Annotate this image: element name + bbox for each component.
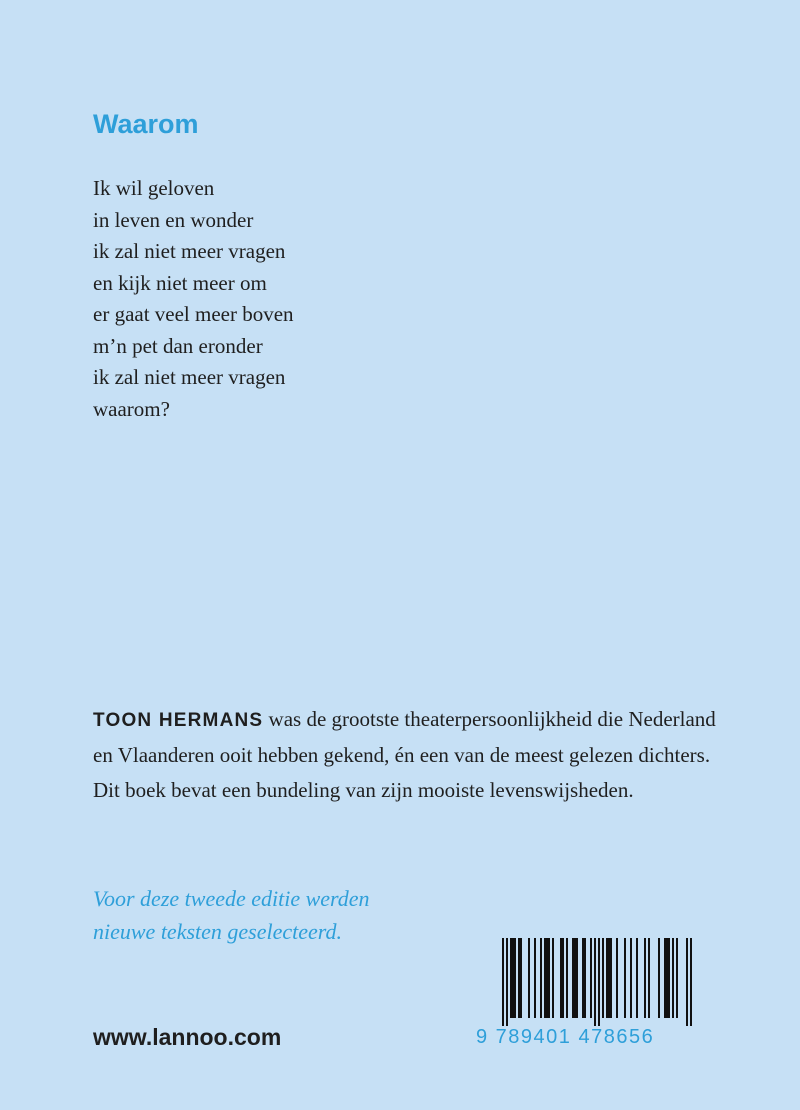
barcode-bar: [546, 938, 548, 1018]
barcode-bar: [616, 938, 618, 1018]
barcode-bar: [594, 938, 596, 1026]
barcode-bar: [676, 938, 678, 1018]
barcode-bar: [636, 938, 638, 1018]
barcode-bar: [520, 938, 522, 1018]
barcode-bar: [548, 938, 550, 1018]
barcode-bar: [608, 938, 610, 1018]
barcode-bar: [540, 938, 542, 1018]
barcode-bar: [664, 938, 666, 1018]
barcode-bar: [610, 938, 612, 1018]
edition-note: [93, 882, 370, 948]
barcode-bar: [566, 938, 568, 1018]
barcode-bar: [502, 938, 504, 1026]
barcode-bar: [582, 938, 584, 1018]
barcode-bar: [518, 938, 520, 1018]
barcode-bar: [562, 938, 564, 1018]
barcode-bar: [534, 938, 536, 1018]
barcode-bar: [552, 938, 554, 1018]
poem-line: Ik wil geloven: [93, 176, 215, 200]
edition-note-line: Voor deze tweede editie werden: [93, 886, 370, 911]
poem-line: er gaat veel meer boven: [93, 302, 294, 326]
barcode-bar: [598, 938, 600, 1026]
author-bio: [93, 702, 733, 808]
barcode-bar: [686, 938, 688, 1026]
poem-line: waarom?: [93, 396, 170, 421]
isbn-number: 9 789401 478656: [476, 1026, 655, 1048]
isbn-barcode: [476, 938, 698, 1058]
barcode-bar: [528, 938, 530, 1018]
barcode-bar: [602, 938, 604, 1018]
barcode-bar: [576, 938, 578, 1018]
poem-line: ik zal niet meer vragen: [93, 365, 286, 389]
poem-text: [93, 173, 294, 425]
edition-note-line: nieuwe teksten geselecteerd.: [93, 919, 343, 944]
barcode-bar: [668, 938, 670, 1018]
poem-line: ik zal niet meer vragen: [93, 239, 286, 263]
barcode-bar: [574, 938, 576, 1018]
poem-title: Waarom: [93, 109, 199, 139]
poem-line: en kijk niet meer om: [93, 270, 267, 295]
barcode-bar: [624, 938, 626, 1018]
publisher-website: www.lannoo.com: [93, 1024, 282, 1050]
barcode-bar: [584, 938, 586, 1018]
barcode-bar: [512, 938, 514, 1018]
barcode-bar: [648, 938, 650, 1018]
author-bio-text: was de grootste theaterpersoonlijkheid die Nederland en Vlaanderen ooit hebben gekend, én een van de meest gelezen dichters. Dit boek bevat een bundeling van zijn mooiste levenswijsheden.: [93, 707, 716, 802]
barcode-bar: [644, 938, 646, 1018]
barcode-bar: [544, 938, 546, 1018]
barcode-bar: [630, 938, 632, 1018]
barcode-bar: [560, 938, 562, 1018]
barcode-bars: [476, 938, 698, 1026]
barcode-bar: [510, 938, 512, 1018]
barcode-bar: [572, 938, 574, 1018]
barcode-bar: [506, 938, 508, 1026]
barcode-bar: [672, 938, 674, 1018]
barcode-bar: [658, 938, 660, 1018]
poem-line: in leven en wonder: [93, 207, 254, 232]
barcode-bar: [590, 938, 592, 1018]
author-name: TOON HERMANS: [93, 710, 264, 731]
poem-line: m’n pet dan eronder: [93, 333, 263, 358]
barcode-bar: [514, 938, 516, 1018]
barcode-bar: [666, 938, 668, 1018]
barcode-bar: [606, 938, 608, 1018]
barcode-bar: [690, 938, 692, 1026]
